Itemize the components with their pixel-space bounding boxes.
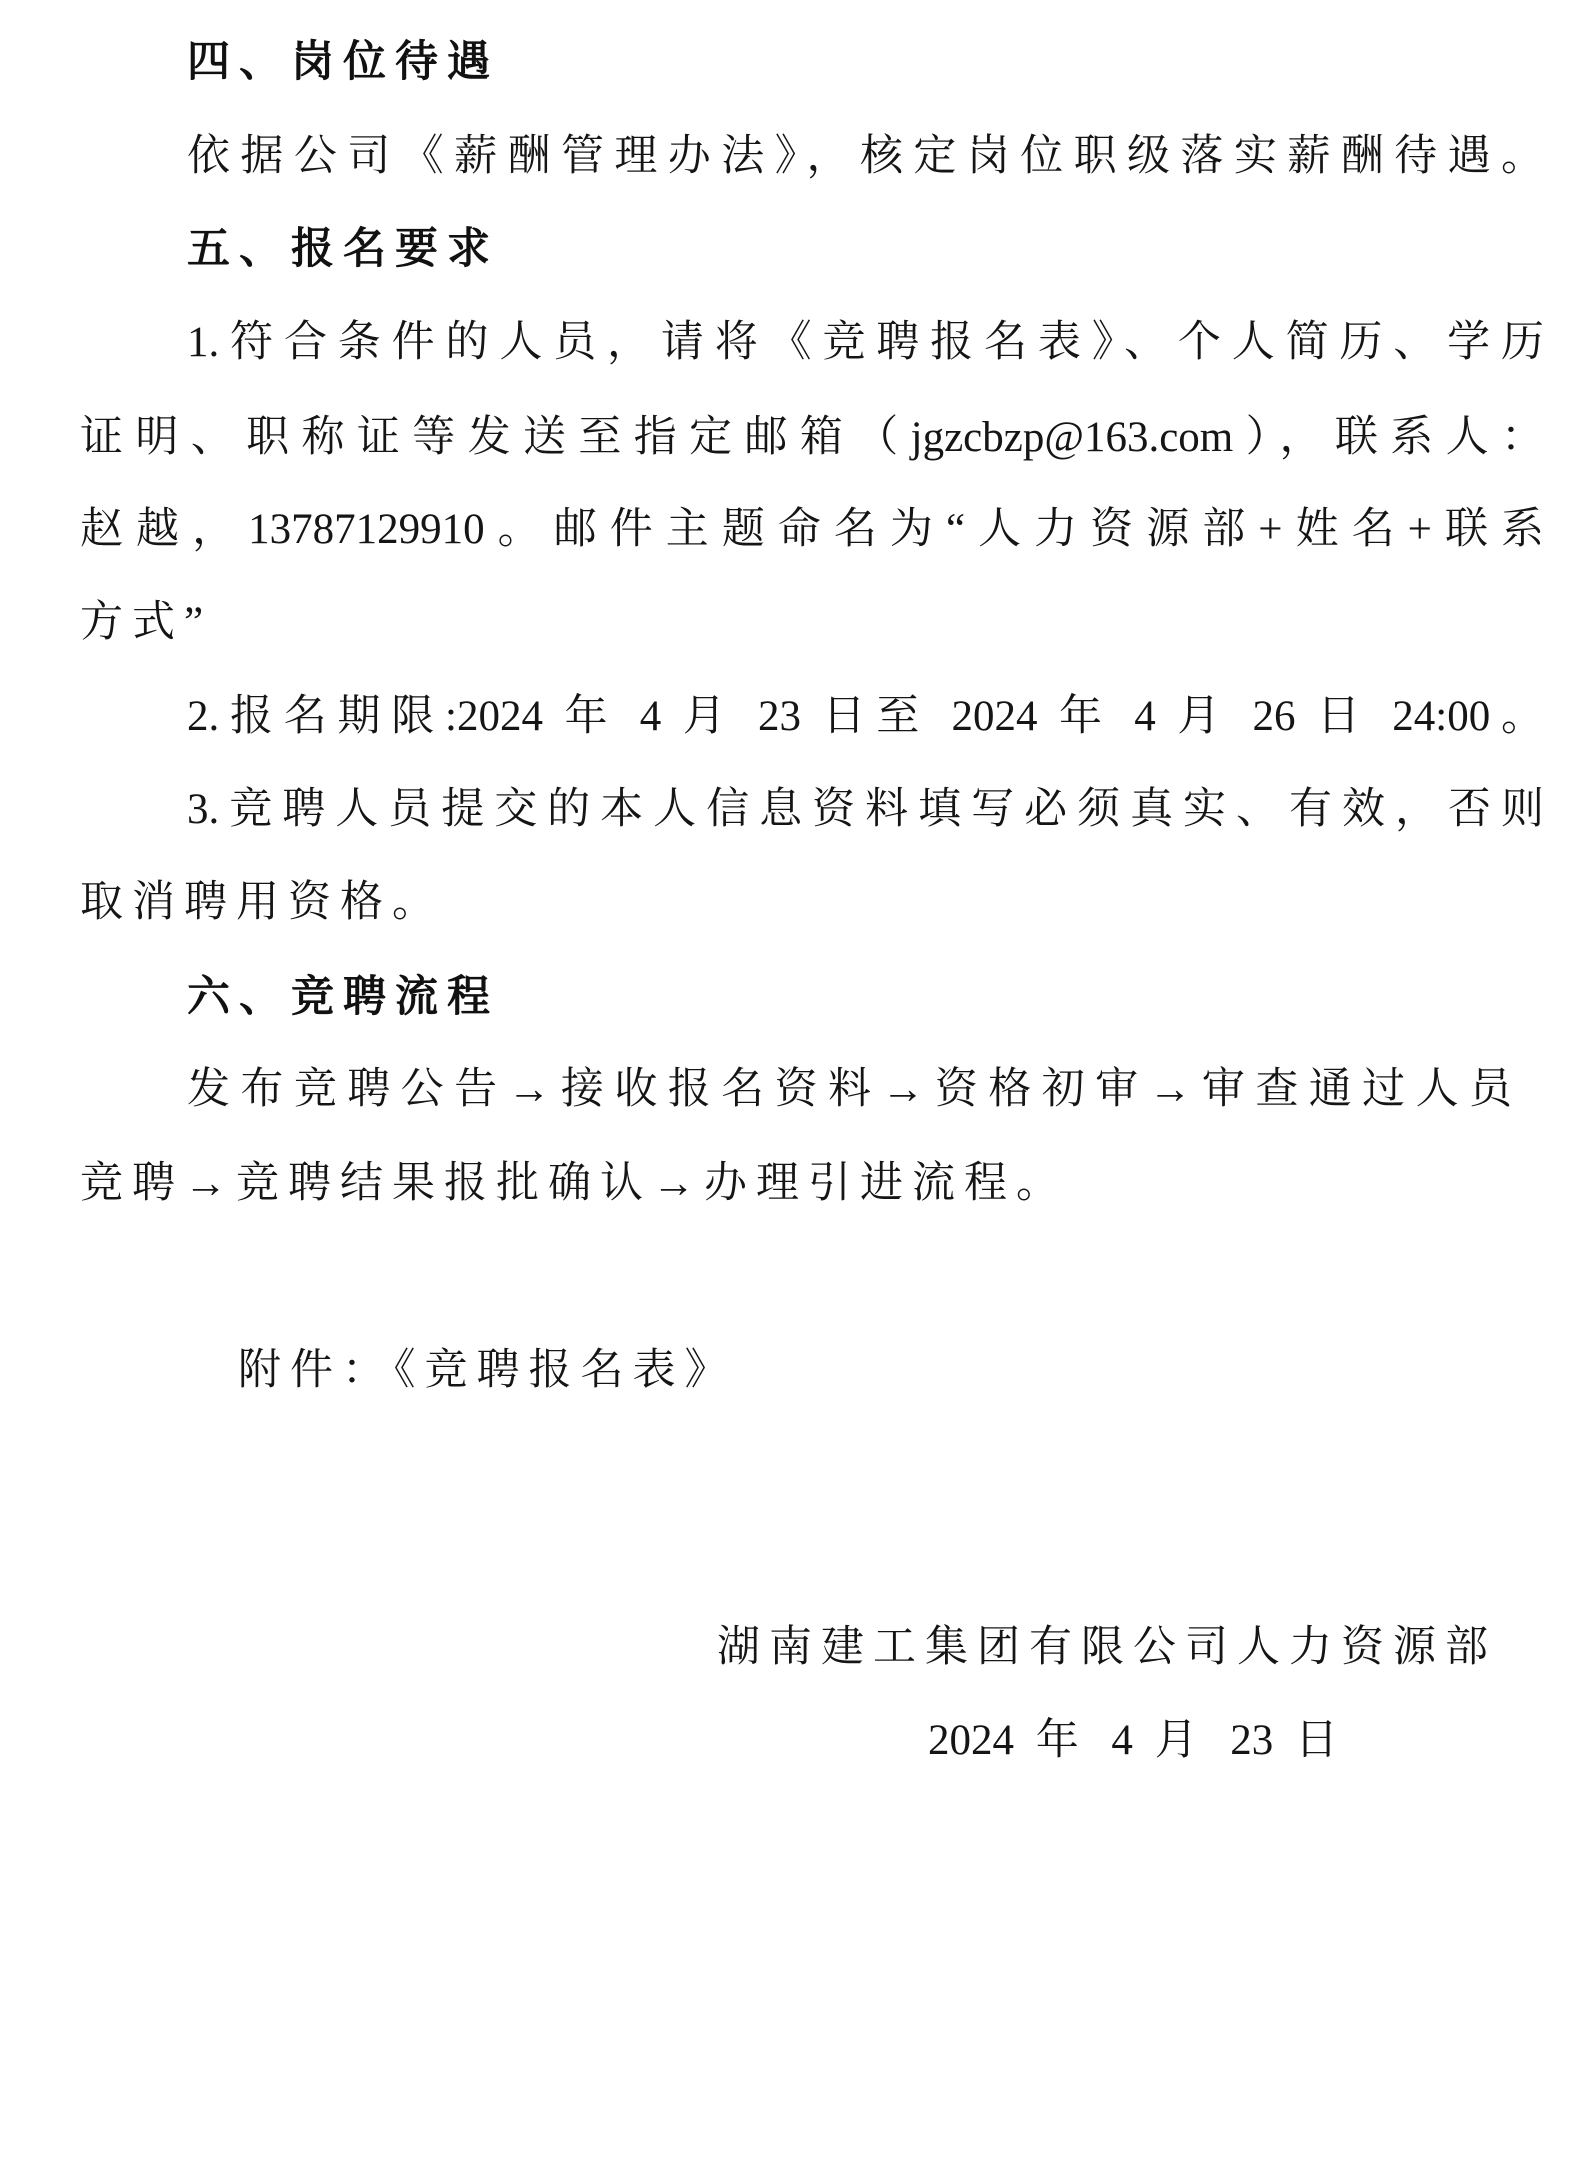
process-line-2: 竞聘→竞聘结果报批确认→办理引进流程。: [80, 1160, 1068, 1207]
signature-org: 湖南建工集团有限公司人力资源部: [717, 1624, 1497, 1671]
section-heading-salary: 四、岗位待遇: [187, 37, 499, 87]
requirement-3-line-2: 取消聘用资格。: [80, 879, 444, 926]
attachment-line: 附件：《竞聘报名表》: [238, 1347, 737, 1394]
section-heading-requirements: 五、报名要求: [187, 224, 499, 274]
requirement-1-line-1: 1.符合条件的人员，请将《竞聘报名表》、个人简历、学历: [187, 319, 1544, 366]
requirement-2-deadline-line: 2.报名期限:2024 年 4 月 23 日至 2024 年 4 月 26 日 24:00。: [187, 693, 1544, 740]
signature-date: 2024 年 4 月 23 日: [928, 1717, 1338, 1764]
requirement-1-line-4: 方式”: [80, 599, 213, 646]
requirement-3-line-1: 3.竞聘人员提交的本人信息资料填写必须真实、有效，否则: [187, 786, 1544, 833]
process-line-1: 发布竞聘公告→接收报名资料→资格初审→审查通过人员: [187, 1066, 1512, 1113]
requirement-1-line-2-email: 证明、职称证等发送至指定邮箱（jgzcbzp@163.com），联系人：: [80, 414, 1544, 461]
salary-text-line: 依据公司《薪酬管理办法》，核定岗位职级落实薪酬待遇。: [187, 133, 1544, 180]
section-heading-process: 六、竞聘流程: [187, 972, 499, 1022]
requirement-1-line-3-contact: 赵越，13787129910。邮件主题命名为“人力资源部+姓名+联系: [80, 506, 1544, 553]
